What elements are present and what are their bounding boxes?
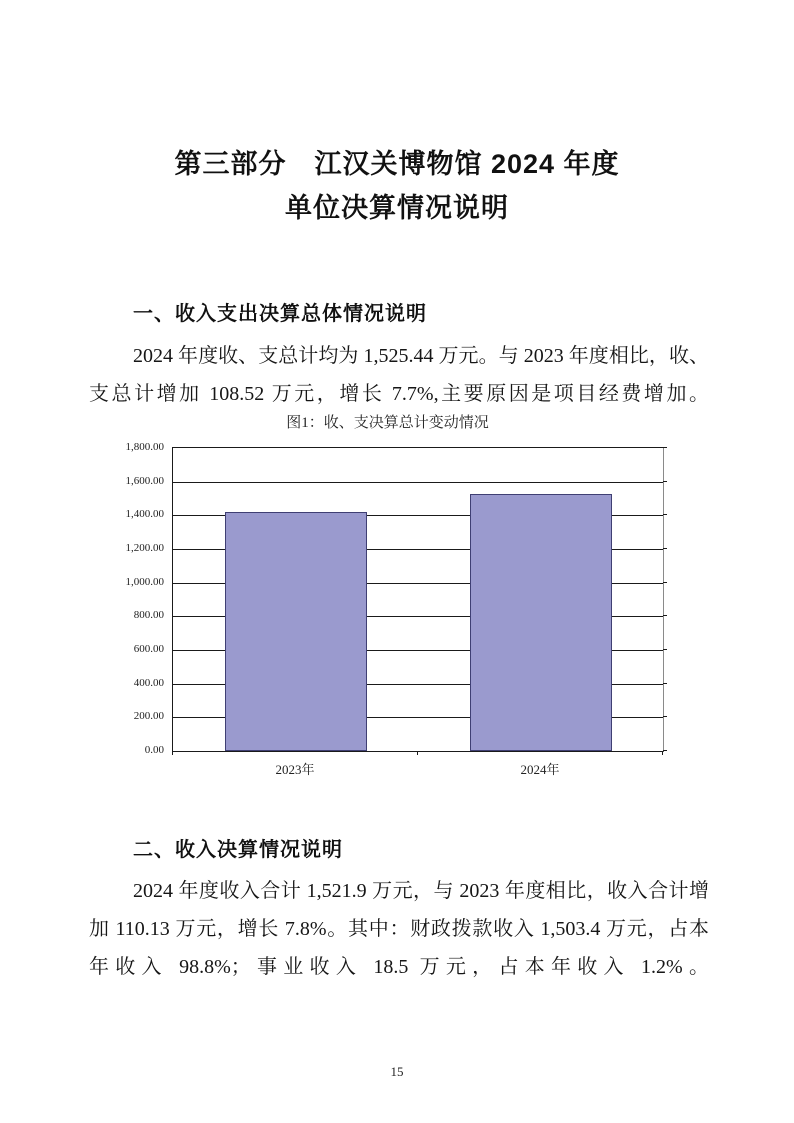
y-axis-label: 0.00 — [144, 744, 164, 756]
bar-2024年 — [470, 494, 612, 751]
y-axis-label: 200.00 — [133, 710, 164, 722]
section-1-paragraph: 2024 年度收、支总计均为 1,525.44 万元。与 2023 年度相比，收、支总计增加 108.52 万元，增长 7.7%,主要原因是项目经费增加。 — [89, 345, 709, 405]
chart-title: 图1：收、支决算总计变动情况 — [286, 415, 489, 431]
section-2-paragraph: 2024 年度收入合计 1,521.9 万元，与 2023 年度相比，收入合计增加 110.13 万元，增长 7.8%。其中：财政拨款收入 1,503.4 万元，占本年收入 98.8%；事业收入 18.5 万元，占本年收入 1.2%。 — [89, 880, 709, 978]
y-axis-right-tick — [663, 716, 667, 717]
y-axis-label: 1,200.00 — [125, 542, 164, 554]
y-axis-right-tick — [663, 683, 667, 684]
y-axis-right-tick — [663, 582, 667, 583]
x-axis-tick — [172, 751, 173, 755]
gridline — [173, 482, 663, 483]
y-axis-label: 1,800.00 — [125, 441, 164, 453]
section-1-heading: 一、收入支出决算总体情况说明 — [133, 303, 427, 325]
x-axis-tick — [417, 751, 418, 755]
y-axis-right-tick — [663, 548, 667, 549]
y-axis-right-tick — [663, 447, 667, 448]
y-axis-label: 400.00 — [133, 677, 164, 689]
bar-chart — [100, 443, 675, 783]
y-axis-right-tick — [663, 649, 667, 650]
y-axis-right-tick — [663, 481, 667, 482]
x-axis-label: 2024年 — [520, 762, 560, 777]
document-title-line1: 第三部分 江汉关博物馆 2024 年度 — [174, 149, 620, 180]
bar-2023年 — [225, 512, 367, 751]
x-axis-tick — [662, 751, 663, 755]
y-axis-right-tick — [663, 750, 667, 751]
y-axis-label: 600.00 — [133, 643, 164, 655]
y-axis-label: 1,000.00 — [125, 576, 164, 588]
x-axis-label: 2023年 — [275, 762, 315, 777]
y-axis-label: 800.00 — [133, 609, 164, 621]
document-title — [0, 142, 794, 230]
y-axis-right-tick — [663, 615, 667, 616]
chart-plot-area — [172, 447, 664, 752]
page-number: 15 — [390, 1064, 404, 1079]
y-axis-label: 1,600.00 — [125, 475, 164, 487]
document-title-line2: 单位决算情况说明 — [285, 193, 509, 224]
y-axis-label: 1,400.00 — [125, 508, 164, 520]
y-axis-right-tick — [663, 514, 667, 515]
section-2-heading: 二、收入决算情况说明 — [133, 839, 343, 861]
